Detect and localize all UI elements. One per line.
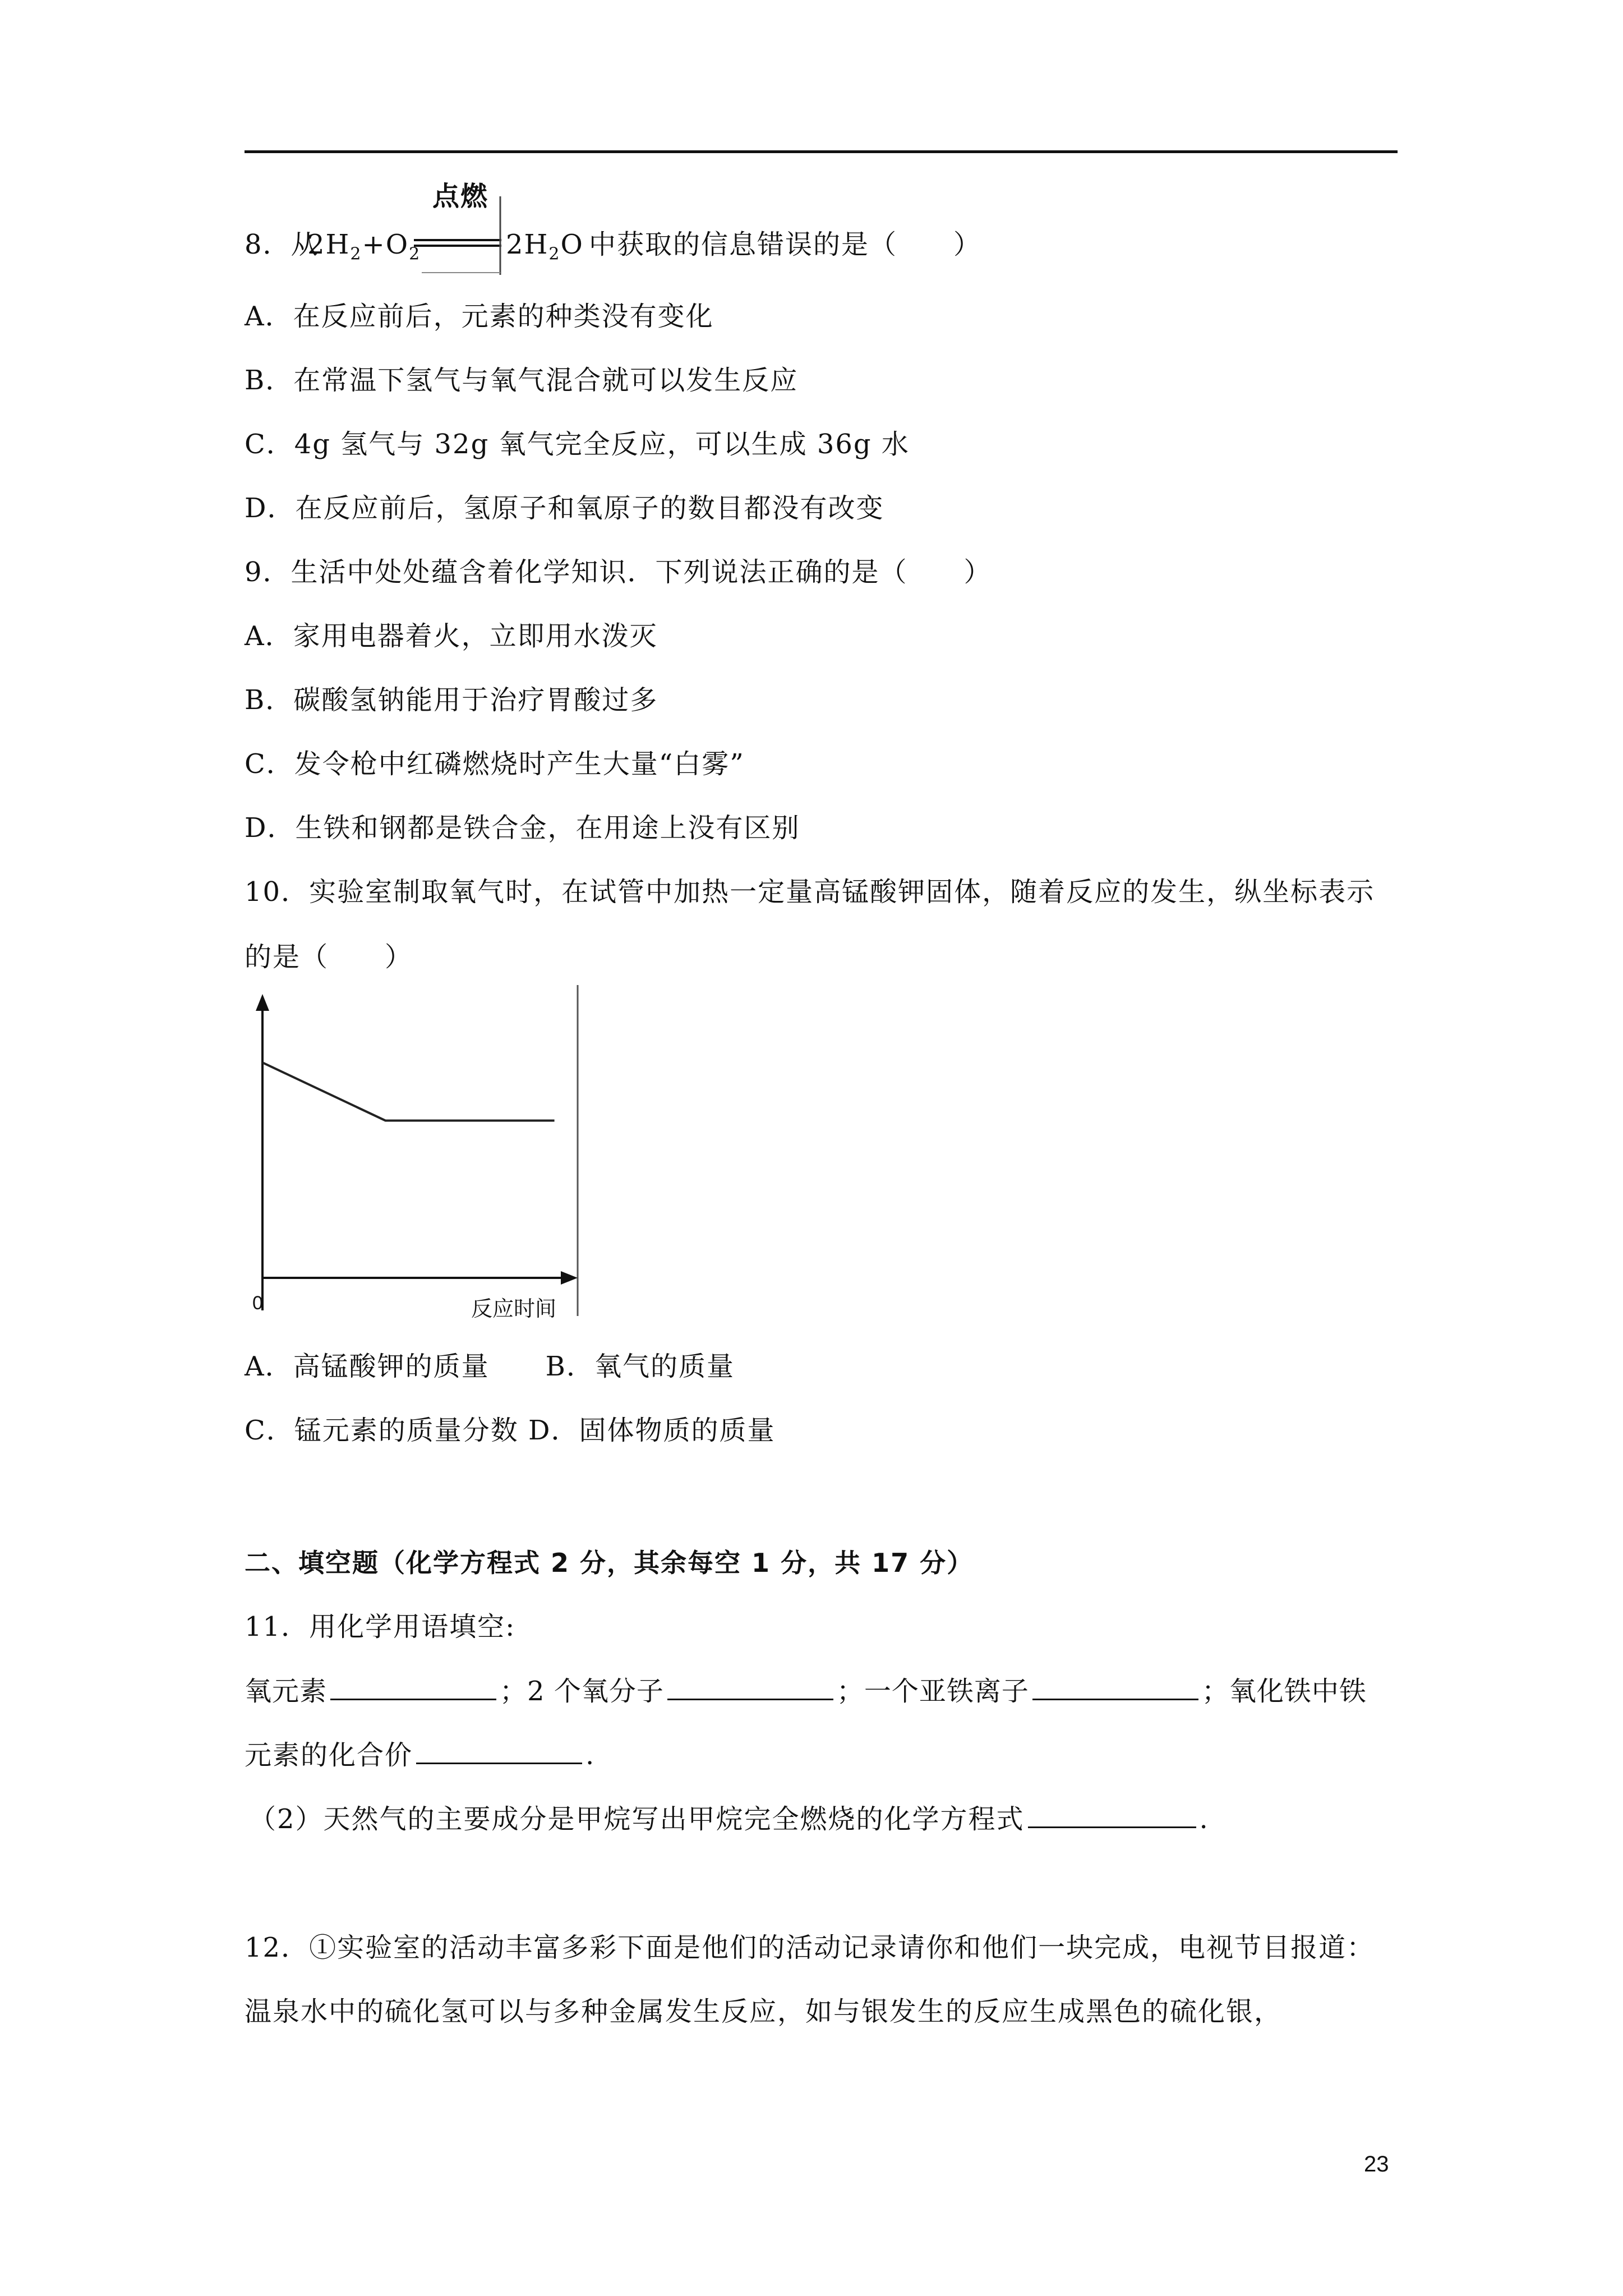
answer-blank-5[interactable] [1028, 1802, 1196, 1828]
q9-option-a: A．家用电器着火，立即用水泼灭 [245, 620, 658, 652]
q10-stem-line2: 的是（ ） [245, 941, 413, 973]
reaction-arrow [402, 185, 514, 275]
q8-prefix: 8．从 [245, 229, 319, 260]
q11-line1 [245, 1674, 1367, 1708]
y-axis-arrow [256, 994, 269, 1011]
q11-label-oxygen-element: 氧元素 [245, 1676, 328, 1707]
q11-label-valence: 元素的化合价 [245, 1740, 413, 1771]
page-number: 23 [1364, 2152, 1389, 2177]
q8-product: $2H_2O$ [506, 229, 584, 264]
header-rule [245, 150, 1398, 153]
q12-line2: 温泉水中的硫化氢可以与多种金属发生反应，如与银发生的反应生成黑色的硫化银， [245, 1996, 1283, 2027]
q11-label-ferrous-ion: ；一个亚铁离子 [836, 1676, 1029, 1707]
q11-sub2-period: . [1199, 1803, 1209, 1835]
q8-option-d: D．在反应前后，氢原子和氧原子的数目都没有改变 [245, 493, 884, 524]
answer-blank-1[interactable] [330, 1674, 496, 1700]
series-line [262, 1062, 555, 1120]
q8-option-a: A．在反应前后，元素的种类没有变化 [245, 301, 714, 332]
x-axis-arrow [561, 1271, 578, 1285]
q10-stem-line1: 10．实验室制取氧气时，在试管中加热一定量高锰酸钾固体，随着反应的发生，纵坐标表示 [245, 876, 1375, 908]
q11-period: . [585, 1740, 596, 1771]
answer-blank-4[interactable] [416, 1738, 582, 1764]
q11-line2 [245, 1738, 595, 1772]
q9-option-b: B．碳酸氢钠能用于治疗胃酸过多 [245, 684, 658, 716]
q11-sub2 [249, 1802, 1209, 1836]
x-axis-label: 反应时间 [471, 1296, 557, 1319]
q11-label-iron-oxide: ；氧化铁中铁 [1201, 1676, 1367, 1707]
answer-blank-3[interactable] [1032, 1674, 1198, 1700]
section-2-title: 二、填空题（化学方程式 2 分，其余每空 1 分，共 17 分） [245, 1548, 974, 1578]
q12-line1: 12．①实验室的活动丰富多彩下面是他们的活动记录请你和他们一块完成，电视节目报道： [245, 1932, 1375, 1963]
q11-sub2-text: （2）天然气的主要成分是甲烷写出甲烷完全燃烧的化学方程式 [249, 1803, 1025, 1835]
origin-label: 0 [252, 1292, 263, 1314]
q10-chart [242, 985, 590, 1319]
q11-label-oxygen-molecules: ；2 个氧分子 [500, 1676, 664, 1707]
q10-options-row1: A．高锰酸钾的质量 B．氧气的质量 [245, 1351, 735, 1382]
q8-option-c: C．4g 氢气与 32g 氧气完全反应，可以生成 36g 水 [245, 429, 910, 460]
q8-suffix: 中获取的信息错误的是（ ） [589, 229, 982, 260]
answer-blank-2[interactable] [667, 1674, 833, 1700]
q10-options-row2: C．锰元素的质量分数 D．固体物质的质量 [245, 1415, 776, 1446]
q8-reactants: $2H_2+O_2$ [307, 229, 421, 264]
q9-stem: 9．生活中处处蕴含着化学知识．下列说法正确的是（ ） [245, 556, 992, 588]
q8-option-b: B．在常温下氢气与氧气混合就可以发生反应 [245, 365, 799, 396]
q9-option-d: D．生铁和钢都是铁合金，在用途上没有区别 [245, 812, 800, 844]
q11-stem: 11．用化学用语填空: [245, 1611, 516, 1642]
reaction-condition: 点燃 [432, 181, 488, 212]
q9-option-c: C．发令枪中红磷燃烧时产生大量“白雾” [245, 748, 745, 780]
